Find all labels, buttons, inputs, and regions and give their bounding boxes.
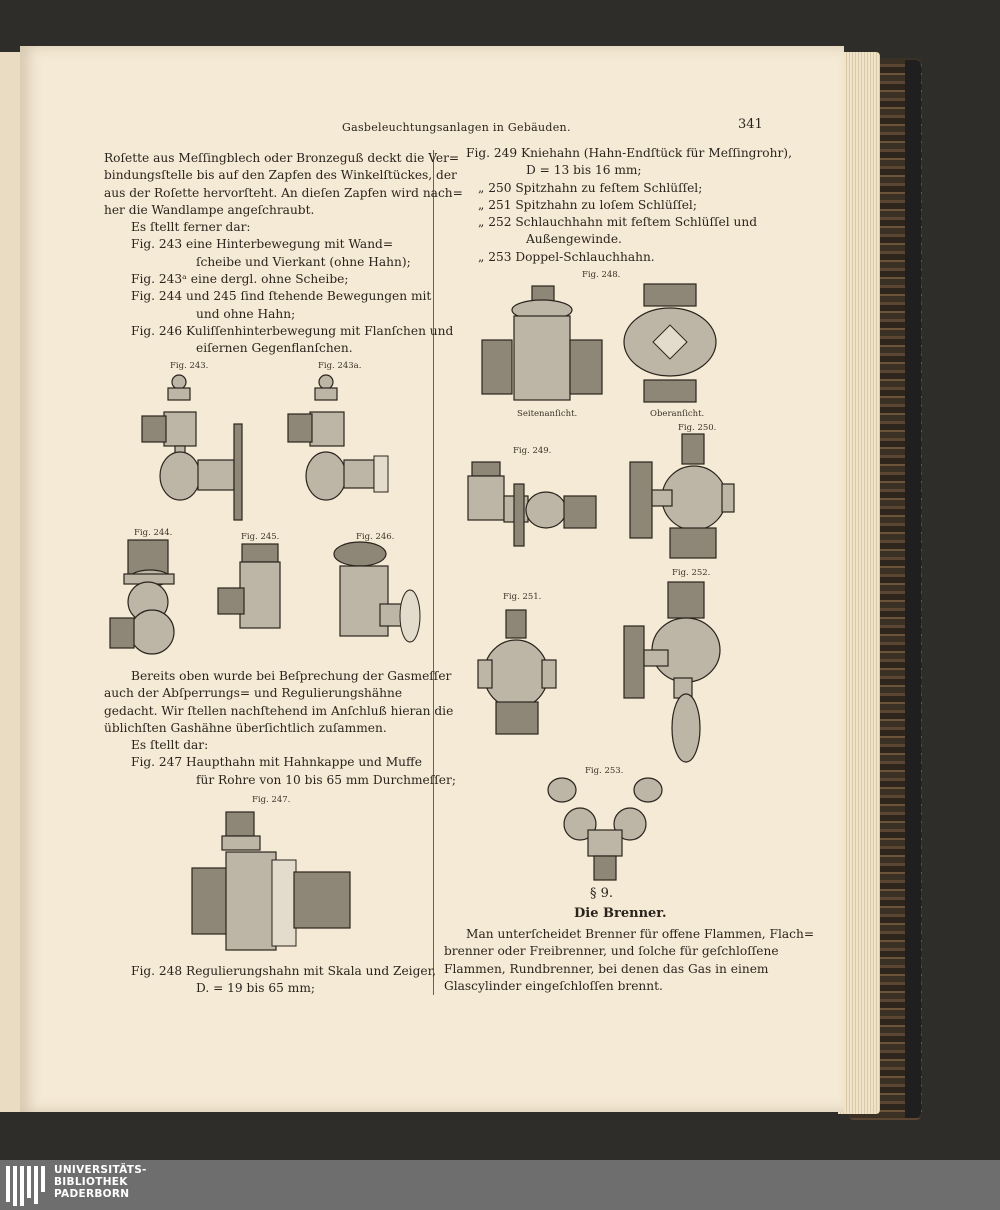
text-line: „ 250 Spitzhahn zu feſtem Schlüſſel;: [478, 180, 703, 195]
fig-248-side-engraving: [480, 282, 604, 404]
text-line: Es ſtellt ferner dar:: [131, 220, 251, 235]
figure-caption: Fig. 249.: [513, 446, 552, 456]
text-line: Glascylinder eingeſchloſſen brennt.: [444, 978, 663, 993]
fig-243a-engraving: [284, 372, 394, 506]
fig-246-engraving: [330, 540, 424, 650]
section-heading: Die Brenner.: [574, 906, 667, 921]
text-line: und ohne Hahn;: [196, 306, 296, 321]
left-paragraph-3: [104, 963, 436, 998]
logo-line: PADERBORN: [54, 1188, 130, 1200]
figure-caption: Fig. 250.: [678, 423, 717, 433]
library-logo-text: [54, 1164, 147, 1200]
figure-caption: Fig. 251.: [503, 592, 542, 602]
text-line: Fig. 243ᵃ eine dergl. ohne Scheibe;: [131, 272, 349, 287]
logo-line: BIBLIOTHEK: [54, 1176, 128, 1188]
fig-248-top-engraving: [622, 282, 722, 406]
text-line: üblichſten Gashähne überſichtlich zuſammen.: [104, 720, 387, 735]
text-line: gedacht. Wir ſtellen nachſtehend im Anſchluß hieran die: [104, 703, 454, 718]
text-line: D = 13 bis 16 mm;: [526, 163, 642, 178]
section-number: § 9.: [590, 886, 614, 901]
text-line: „ 253 Doppel-Schlauchhahn.: [478, 249, 655, 264]
text-line: Fig. 247 Haupthahn mit Hahnkappe und Muffe: [131, 755, 422, 770]
fig-251-engraving: [476, 608, 560, 738]
right-paragraph-1: [466, 145, 792, 266]
text-line: D. = 19 bis 65 mm;: [196, 981, 315, 996]
fig-249-engraving: [464, 460, 600, 550]
right-paragraph-2: [444, 926, 814, 995]
figure-caption: Fig. 253.: [585, 766, 624, 776]
fig-250-engraving: [628, 432, 738, 564]
left-paragraph-1: [104, 150, 463, 358]
figure-caption: Fig. 247.: [252, 795, 291, 805]
fig-245-engraving: [216, 542, 286, 634]
text-line: ſcheibe und Vierkant (ohne Hahn);: [196, 254, 411, 269]
text-line: Bereits oben wurde bei Beſprechung der Gasmeſſer: [131, 669, 452, 683]
text-line: „ 251 Spitzhahn zu loſem Schlüſſel;: [478, 197, 697, 212]
page-number: 341: [738, 117, 763, 132]
text-line: „ 252 Schlauchhahn mit feſtem Schlüſſel und: [478, 215, 758, 230]
fig-252-engraving: [622, 580, 730, 766]
text-line: bindungsſtelle bis auf den Zapfen des Winkelſtückes, der: [104, 168, 457, 183]
text-line: für Rohre von 10 bis 65 mm Durchmeſſer;: [196, 772, 456, 787]
text-line: Es ſtellt dar:: [131, 738, 209, 753]
fig-253-engraving: [544, 774, 666, 882]
text-line: Flammen, Rundbrenner, bei denen das Gas in einem: [444, 961, 769, 976]
fig-244-engraving: [108, 538, 180, 664]
figure-subcaption: Seitenanſicht.: [517, 409, 578, 419]
figure-subcaption: Oberanſicht.: [650, 409, 705, 419]
page-edges: [838, 52, 880, 1114]
figure-caption: Fig. 243a.: [318, 361, 362, 371]
logo-line: UNIVERSITÄTS-: [54, 1164, 147, 1176]
figure-caption: Fig. 243.: [170, 361, 209, 371]
library-footer-bar: [0, 1160, 1000, 1210]
fig-247-engraving: [190, 808, 352, 956]
text-line: brenner oder Freibrenner, und ſolche für geſchloſſene: [444, 944, 779, 959]
text-line: her die Wandlampe angeſchraubt.: [104, 202, 315, 217]
figure-caption: Fig. 245.: [241, 532, 280, 542]
figure-caption: Fig. 246.: [356, 532, 395, 542]
figure-caption: Fig. 252.: [672, 568, 711, 578]
book-cover-edge: [905, 60, 921, 1118]
text-line: Man unterſcheidet Brenner für offene Flammen, Flach=: [466, 927, 815, 941]
text-line: Außengewinde.: [526, 232, 622, 247]
fig-243-engraving: [138, 372, 248, 522]
text-line: Fig. 244 und 245 ſind ſtehende Bewegungen mit: [131, 289, 432, 304]
text-line: Fig. 249 Kniehahn (Hahn-Endſtück für Meſſingrohr),: [466, 146, 792, 160]
text-line: aus der Roſette hervorſteht. An dieſen Zapfen wird nach=: [104, 185, 463, 200]
text-line: eiſernen Gegenflanſchen.: [196, 341, 353, 356]
text-line: Fig. 246 Kuliſſenhinterbewegung mit Flanſchen und: [131, 323, 454, 338]
text-line: auch der Abſperrungs= und Regulierungshähne: [104, 686, 403, 701]
figure-caption: Fig. 248.: [582, 270, 621, 280]
text-line: Fig. 243 eine Hinterbewegung mit Wand=: [131, 237, 394, 252]
figure-caption: Fig. 244.: [134, 528, 173, 538]
text-line: Roſette aus Meſſingblech oder Bronzeguß deckt die Ver=: [104, 151, 460, 165]
running-title: Gasbeleuchtungsanlagen in Gebäuden.: [342, 121, 571, 134]
left-paragraph-2: [104, 668, 456, 789]
text-line: Fig. 248 Regulierungshahn mit Skala und Zeiger,: [131, 964, 436, 978]
